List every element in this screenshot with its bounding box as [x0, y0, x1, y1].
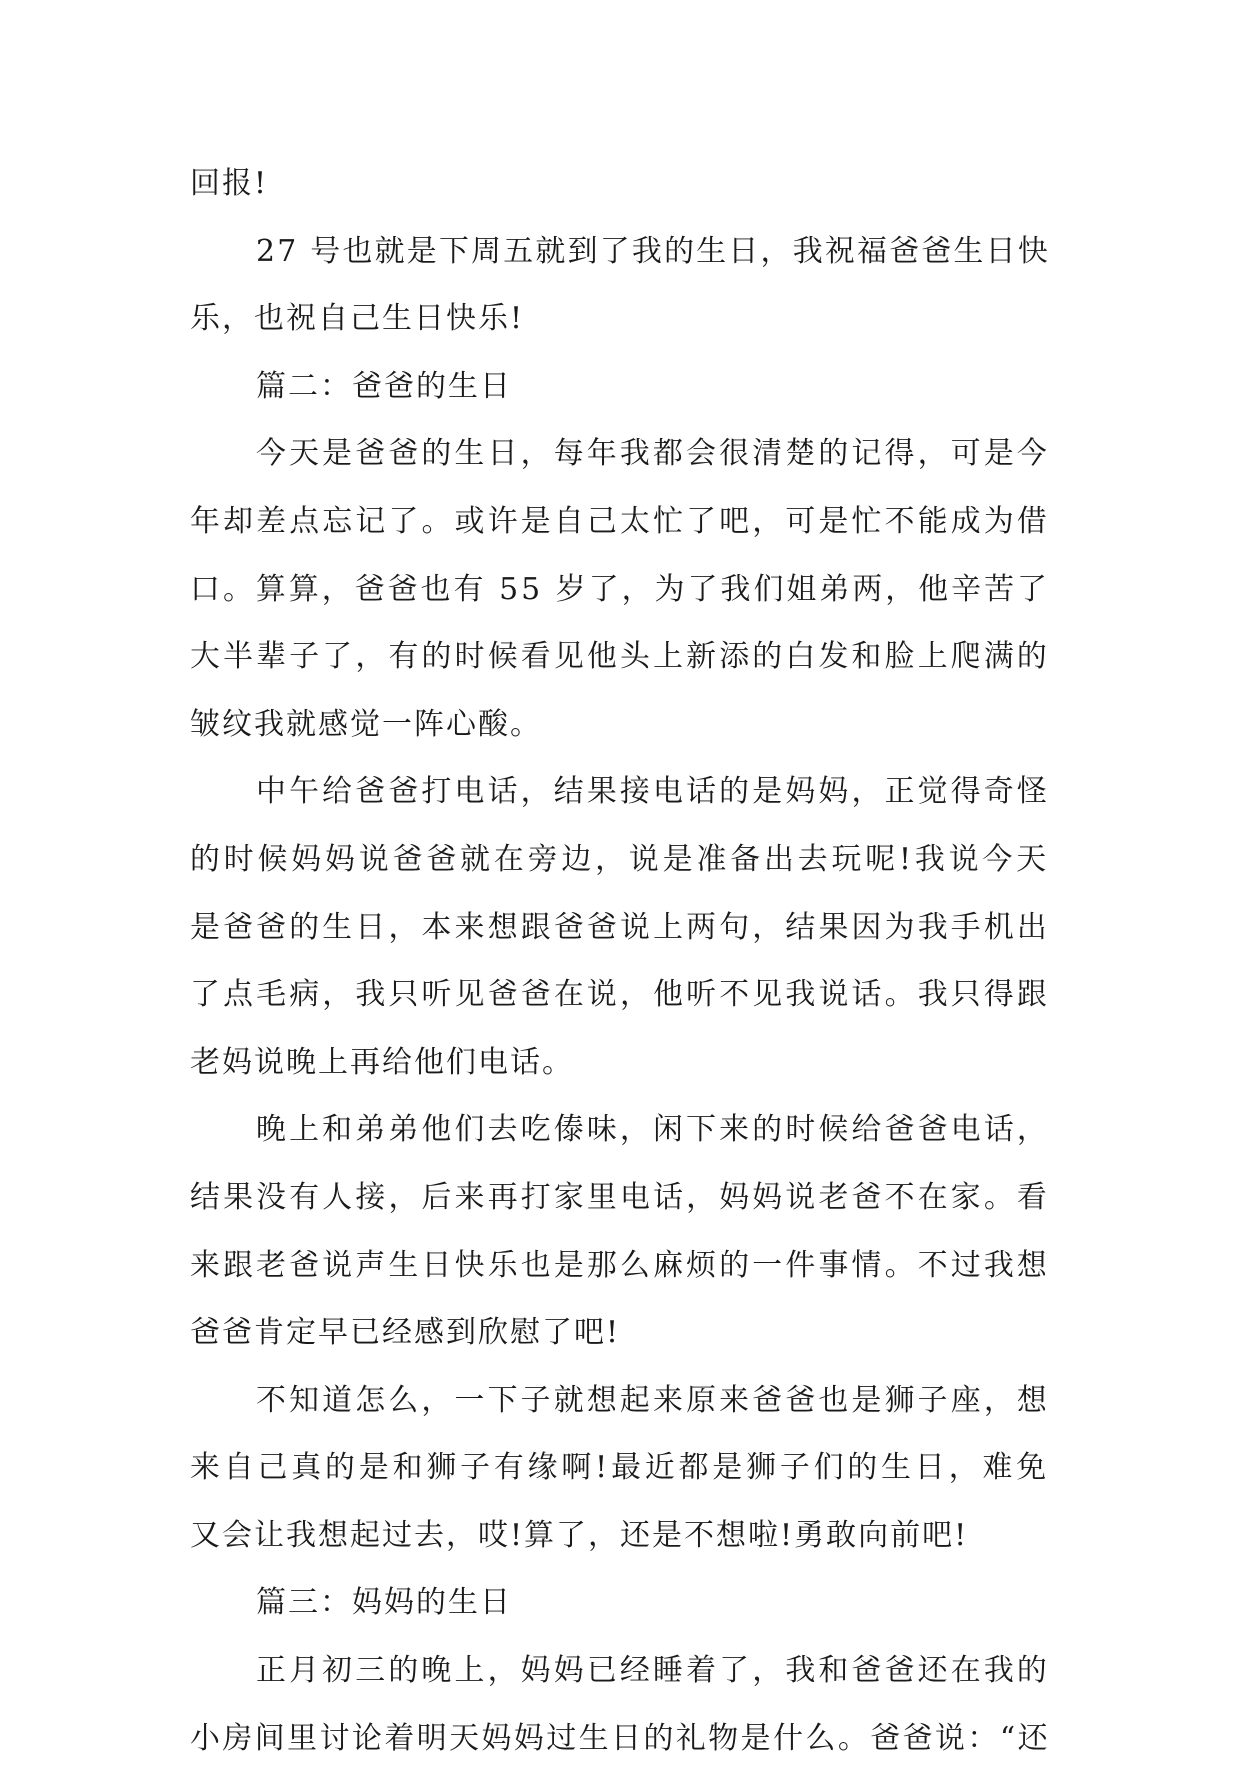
text-line-content: 篇三：妈妈的生日: [256, 1585, 512, 1621]
text-line: [190, 150, 1050, 218]
text-line-content: 是爸爸的生日，本来想跟爸爸说上两句，结果因为我手机出: [190, 909, 1050, 945]
text-line: [190, 894, 1050, 962]
text-line-content: 篇二：爸爸的生日: [256, 368, 512, 404]
text-line-content: 爸爸肯定早已经感到欣慰了吧!: [190, 1315, 621, 1351]
text-line-content: 27 号也就是下周五就到了我的生日，我祝福爸爸生日快: [256, 233, 1050, 269]
text-line: [190, 1164, 1050, 1232]
text-line-content: 口。算算，爸爸也有 55 岁了，为了我们姐弟两，他辛苦了: [190, 571, 1050, 607]
text-line: [190, 826, 1050, 894]
text-line: [190, 1434, 1050, 1502]
text-line-content: 大半辈子了，有的时候看见他头上新添的白发和脸上爬满的: [190, 639, 1050, 675]
text-line-content: 回报!: [190, 166, 269, 201]
text-line-content: 又会让我想起过去，哎!算了，还是不想啦!勇敢向前吧!: [190, 1517, 969, 1553]
text-line-content: 的时候妈妈说爸爸就在旁边，说是准备出去玩呢!我说今天: [190, 841, 1050, 877]
text-line-content: 了点毛病，我只听见爸爸在说，他听不见我说话。我只得跟: [190, 977, 1050, 1013]
text-line: [190, 1705, 1050, 1772]
text-line-content: 不知道怎么，一下子就想起来原来爸爸也是狮子座，想: [256, 1382, 1050, 1418]
text-line: [190, 1096, 1050, 1164]
text-line-content: 结果没有人接，后来再打家里电话，妈妈说老爸不在家。看: [190, 1179, 1050, 1215]
text-line: [190, 488, 1050, 556]
text-line: [190, 353, 1050, 421]
text-line-content: 中午给爸爸打电话，结果接电话的是妈妈，正觉得奇怪: [256, 774, 1050, 810]
text-line: [190, 691, 1050, 759]
text-line: [190, 961, 1050, 1029]
text-line: [190, 1367, 1050, 1435]
text-line: [190, 623, 1050, 691]
text-line: [190, 1029, 1050, 1097]
text-line-content: 皱纹我就感觉一阵心酸。: [190, 706, 542, 742]
text-line: [190, 285, 1050, 353]
text-line: [190, 218, 1050, 286]
text-line-content: 来跟老爸说声生日快乐也是那么麻烦的一件事情。不过我想: [190, 1247, 1050, 1283]
text-line-content: 晚上和弟弟他们去吃傣味，闲下来的时候给爸爸电话，: [256, 1112, 1050, 1148]
document-body: [190, 150, 1050, 1772]
text-line: [190, 1299, 1050, 1367]
text-line: [190, 420, 1050, 488]
text-line-content: 乐，也祝自己生日快乐!: [190, 301, 525, 337]
text-line-content: 今天是爸爸的生日，每年我都会很清楚的记得，可是今: [256, 436, 1050, 472]
text-line-content: 来自己真的是和狮子有缘啊!最近都是狮子们的生日，难免: [190, 1450, 1050, 1486]
text-line: [190, 1232, 1050, 1300]
text-line: [190, 1637, 1050, 1705]
text-line-content: 老妈说晚上再给他们电话。: [190, 1044, 574, 1080]
text-line: [190, 1502, 1050, 1570]
text-line-content: 年却差点忘记了。或许是自己太忙了吧，可是忙不能成为借: [190, 503, 1050, 539]
text-line-content: 小房间里讨论着明天妈妈过生日的礼物是什么。爸爸说：“还: [190, 1720, 1050, 1756]
text-line: [190, 758, 1050, 826]
text-line: [190, 556, 1050, 624]
text-line-content: 正月初三的晚上，妈妈已经睡着了，我和爸爸还在我的: [256, 1653, 1050, 1689]
text-line: [190, 1569, 1050, 1637]
